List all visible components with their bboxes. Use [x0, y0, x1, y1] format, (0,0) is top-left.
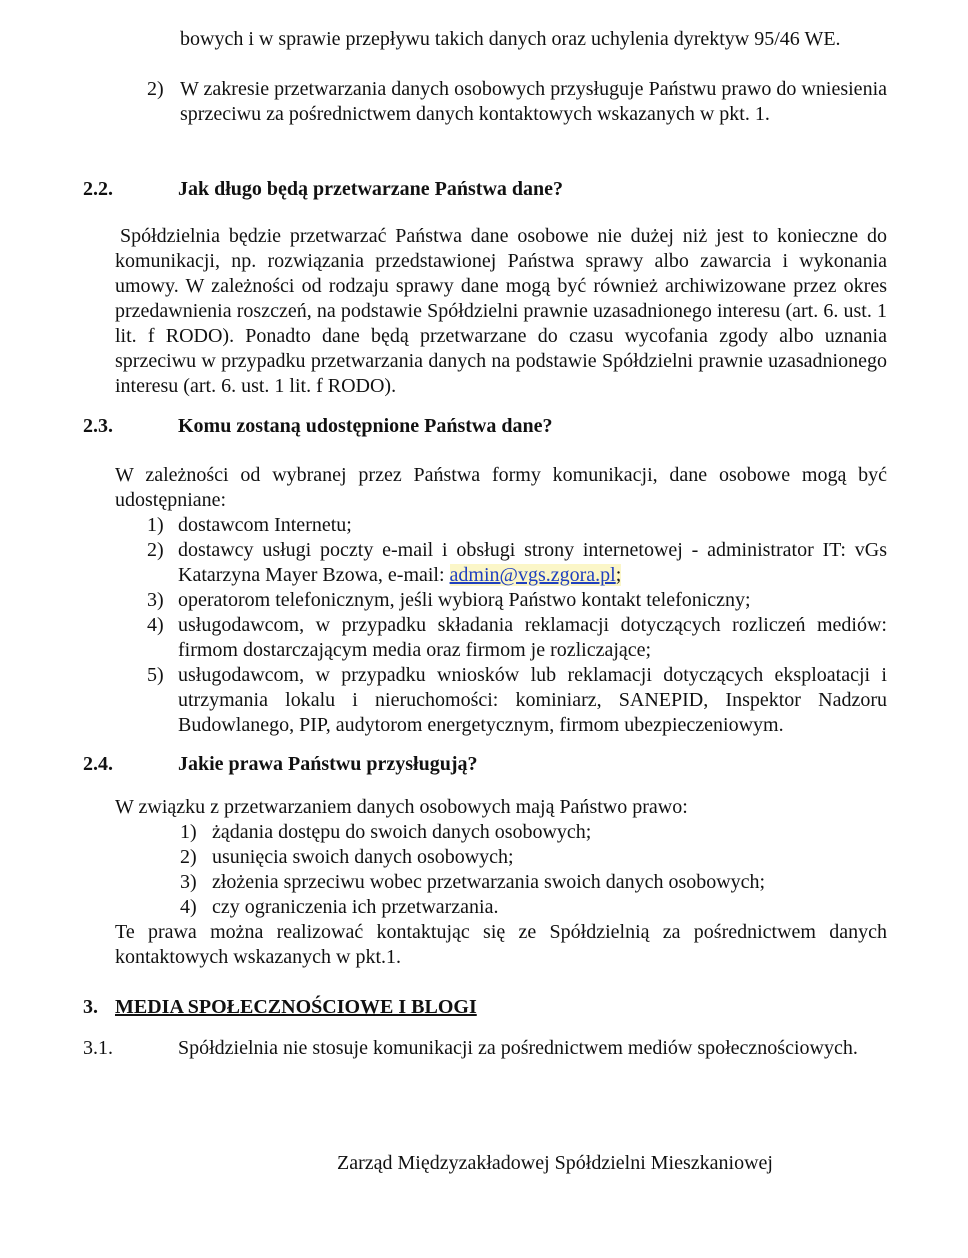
- list-item-right: czy ograniczenia ich przetwarzania.: [212, 896, 499, 918]
- section-title-2-3: Komu zostaną udostępnione Państwa dane?: [178, 415, 553, 437]
- list-number: 4): [180, 896, 197, 918]
- section-number-2-2: 2.2.: [83, 178, 113, 200]
- paragraph-rights-outro: Te prawa można realizować kontaktując się ze Spółdzielnią za pośrednictwem danych kontaktowych wskazanych w pkt.1.: [115, 921, 887, 968]
- section-title-2-4: Jakie prawa Państwu przysługują?: [178, 753, 478, 775]
- paragraph-recipients-intro: W zależności od wybranej przez Państwa formy komunikacji, dane osobowe mogą być udostępniane:: [115, 464, 887, 511]
- list-number: 1): [180, 821, 197, 843]
- list-item-recipient: operatorom telefonicznym, jeśli wybiorą Państwo kontakt telefoniczny;: [178, 589, 751, 611]
- list-number: 3): [180, 871, 197, 893]
- list-number: 1): [147, 514, 164, 536]
- list-item-recipient: [178, 538, 887, 588]
- list-number: 2): [147, 539, 164, 561]
- section-title-2-2: Jak długo będą przetwarzane Państwa dane?: [178, 178, 564, 200]
- list-number: 4): [147, 614, 164, 636]
- list-number: 2): [180, 846, 197, 868]
- section-number-3-1: 3.1.: [83, 1037, 113, 1059]
- email-link[interactable]: admin@vgs.zgora.pl: [449, 564, 616, 586]
- list-number: 5): [147, 664, 164, 686]
- list-number: 2): [147, 78, 164, 100]
- signature: Zarząd Międzyzakładowej Spółdzielni Mieszkaniowej: [337, 1152, 773, 1174]
- section-number-3: 3.: [83, 996, 98, 1018]
- paragraph-social-media: Spółdzielnia nie stosuje komunikacji za pośrednictwem mediów społecznościowych.: [178, 1037, 858, 1059]
- list-item-recipient: dostawcom Internetu;: [178, 514, 352, 536]
- list-item-recipient: usługodawcom, w przypadku wniosków lub reklamacji dotyczących eksploatacji i utrzymania lokalu i nieruchomości: kominiarz, SANEPID, Inspektor Nadzoru Budowlanego, PIP, audytorom energetycznym, firmom ubezpieczeniowym.: [178, 664, 887, 736]
- section-number-2-3: 2.3.: [83, 415, 113, 437]
- list-item-punctuation: ;: [615, 564, 622, 586]
- paragraph-rights-intro: W związku z przetwarzaniem danych osobowych mają Państwo prawo:: [115, 796, 688, 818]
- list-number: 3): [147, 589, 164, 611]
- list-item-right: złożenia sprzeciwu wobec przetwarzania swoich danych osobowych;: [212, 871, 766, 893]
- section-title-3: MEDIA SPOŁECZNOŚCIOWE I BLOGI: [115, 996, 477, 1018]
- section-number-2-4: 2.4.: [83, 753, 113, 775]
- list-item-recipient: usługodawcom, w przypadku składania reklamacji dotyczących rozliczeń mediów: firmom dostarczającym media oraz firmom je rozliczające;: [178, 614, 887, 661]
- paragraph-retention: Spółdzielnia będzie przetwarzać Państwa dane osobowe nie dużej niż jest to konieczne do komunikacji, np. rozwiązania przedstawionej Państwa sprawy albo zawarcia i wykonania umowy. W zależności od rodzaju sprawy dane mogą być również archiwizowane przez okres przedawnienia roszczeń, na podstawie Spółdzielni prawnie uzasadnionego interesu (art. 6. ust. 1 lit. f RODO). Ponadto dane będą przetwarzane do czasu wycofania zgody albo uznania sprzeciwu w przypadku przetwarzania danych na podstawie Spółdzielni prawnie uzasadnionego interesu (art. 6. ust. 1 lit. f RODO).: [115, 225, 887, 397]
- list-item-text: dostawcy usługi poczty e-mail i obsługi strony internetowej - administrator IT: vGs Katarzyna Mayer Bzowa, e-mail:: [178, 539, 887, 586]
- list-item-objection: W zakresie przetwarzania danych osobowych przysługuje Państwu prawo do wniesienia sprzeciwu za pośrednictwem danych kontaktowych wskazanych w pkt. 1.: [180, 78, 887, 125]
- list-item-right: żądania dostępu do swoich danych osobowych;: [212, 821, 592, 843]
- list-item-continuation: bowych i w sprawie przepływu takich danych oraz uchylenia dyrektyw 95/46 WE.: [180, 28, 841, 50]
- list-item-right: usunięcia swoich danych osobowych;: [212, 846, 514, 868]
